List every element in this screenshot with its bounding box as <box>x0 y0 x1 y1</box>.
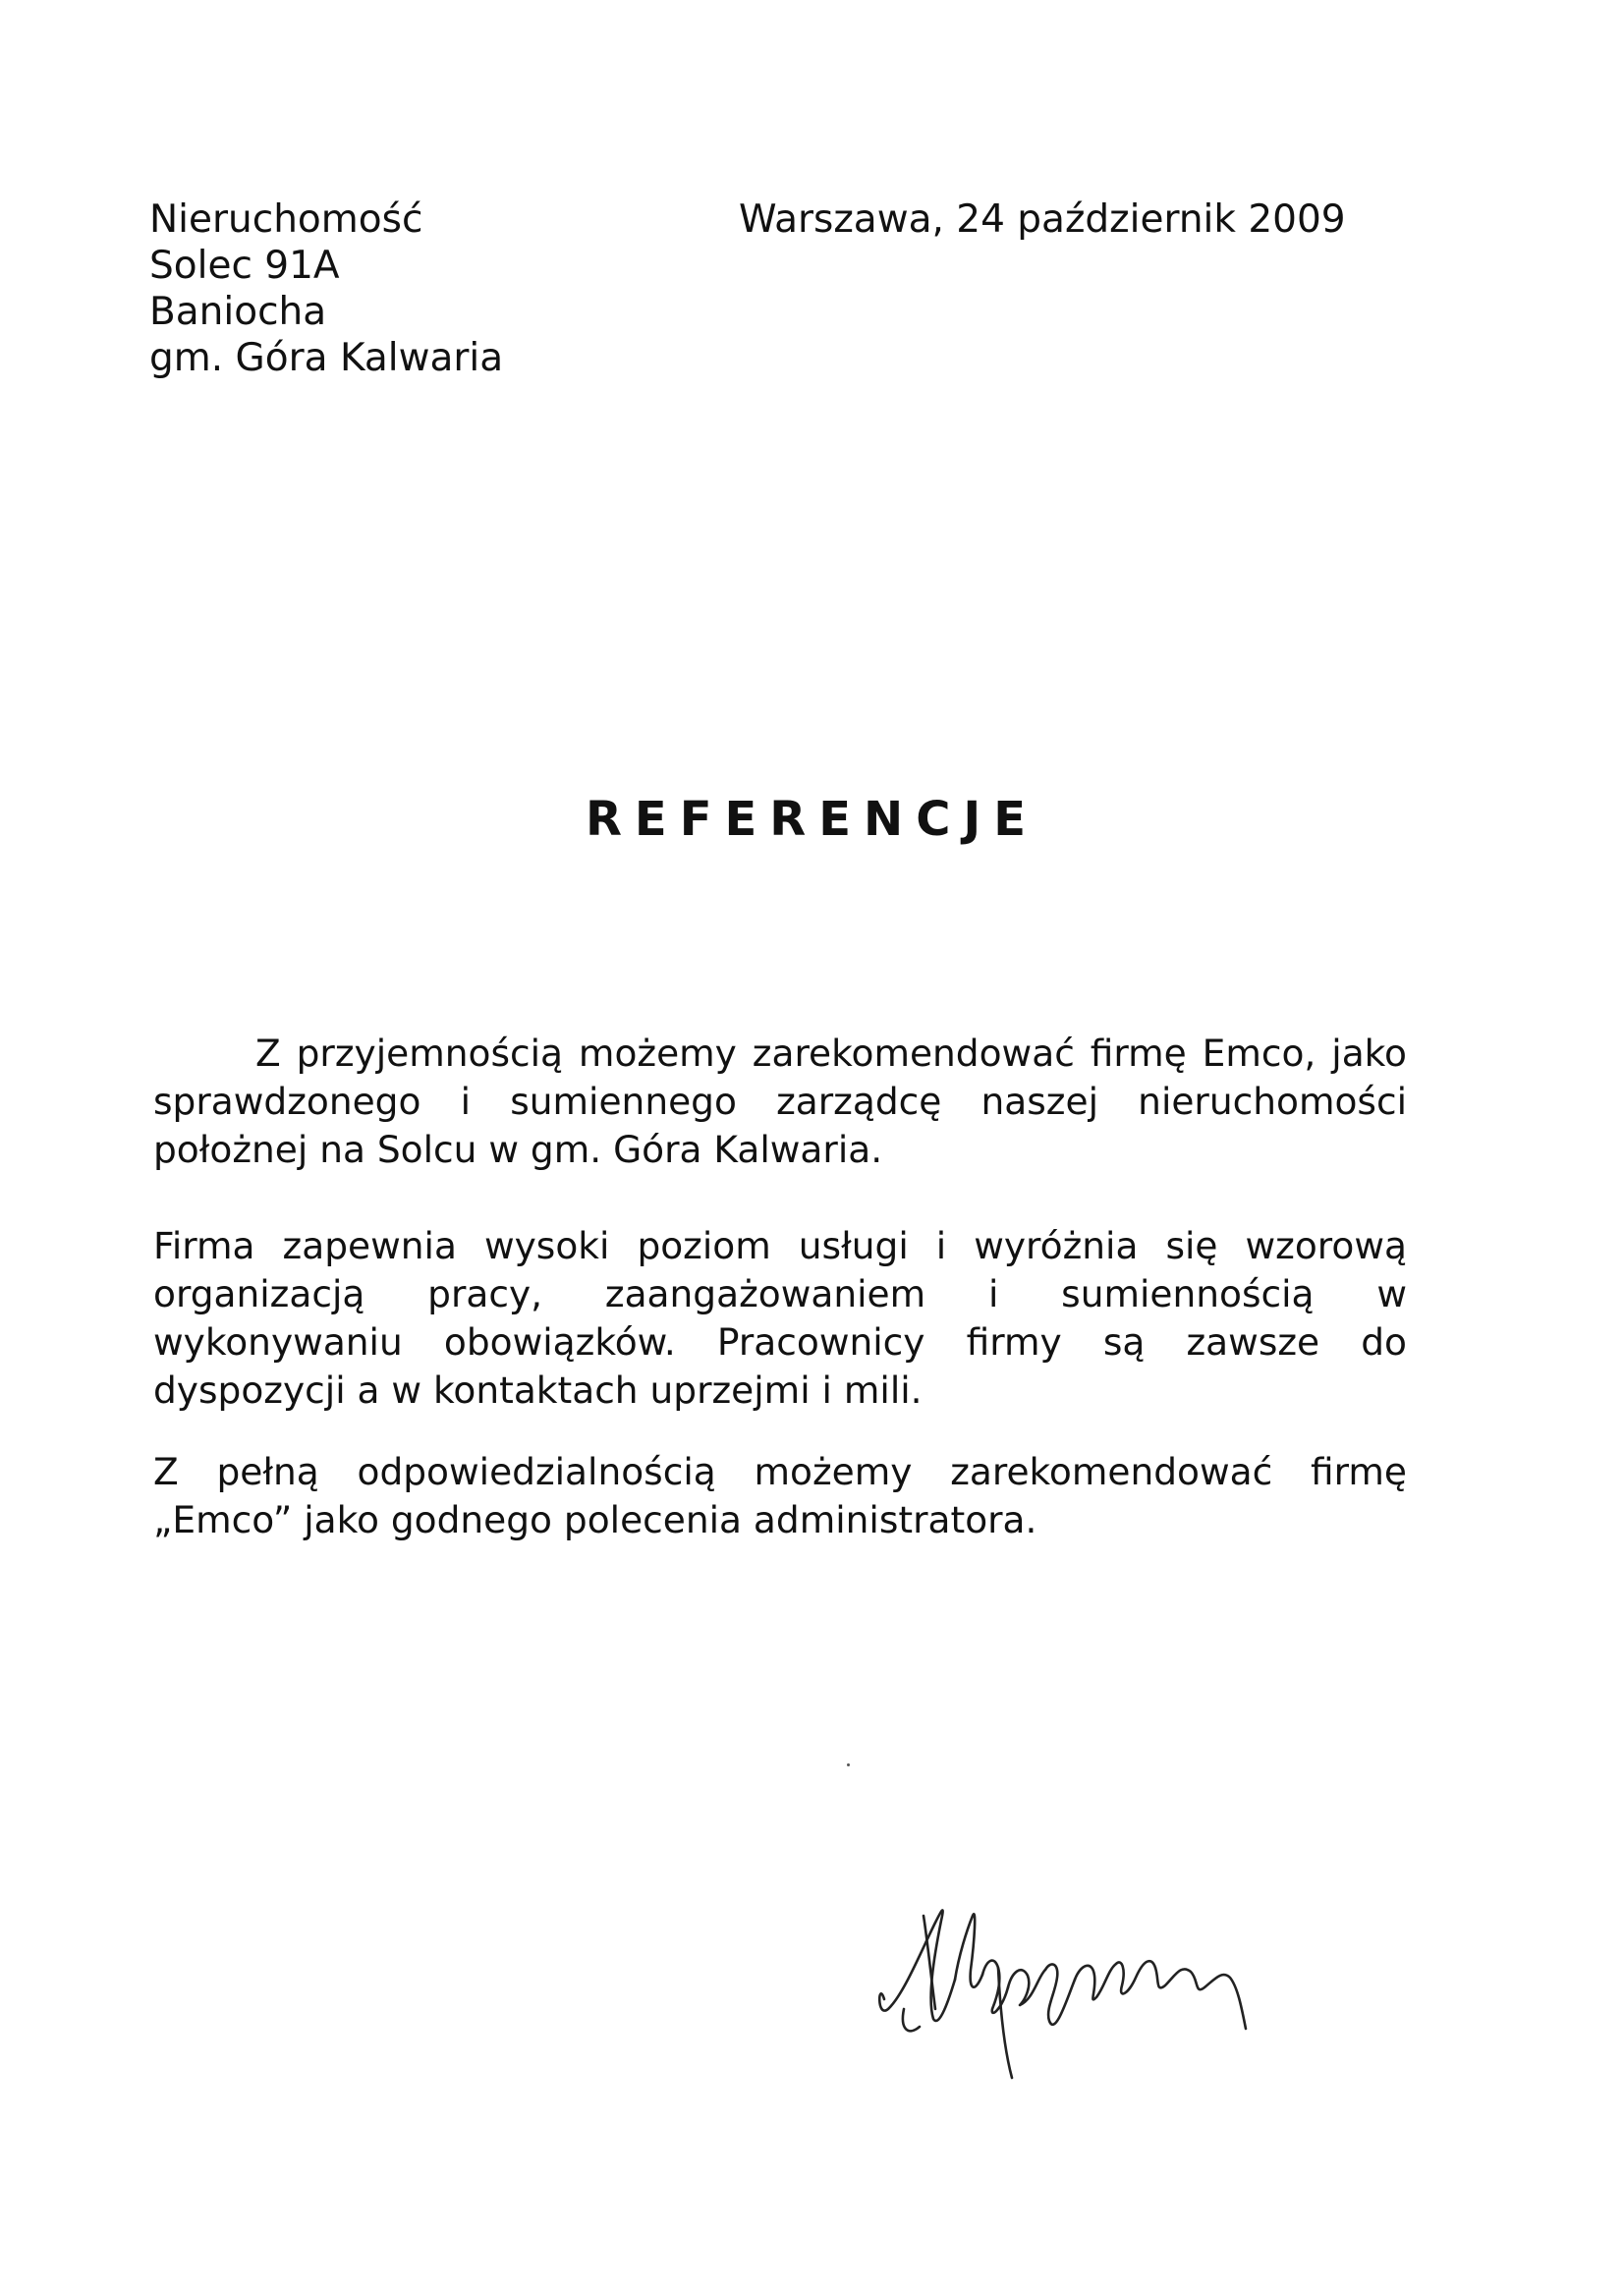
body-paragraph-3 <box>153 1448 1407 1544</box>
place-and-date: Warszawa, 24 październik 2009 <box>739 197 1346 242</box>
address-line-municipality: gm. Góra Kalwaria <box>149 336 504 380</box>
address-line-property: Nieruchomość <box>149 197 423 242</box>
recipient-address <box>149 196 503 381</box>
address-line-street: Solec 91A <box>149 244 340 288</box>
body-paragraph-1 <box>153 1030 1407 1174</box>
handwritten-signature <box>865 1862 1297 2097</box>
document-title: REFERENCJE <box>585 792 1039 847</box>
scan-speck <box>847 1763 850 1766</box>
address-line-town: Baniocha <box>149 290 327 334</box>
paragraph-text: Firma zapewnia wysoki poziom usługi i wyróżnia się wzorową organizacją pracy, zaangażowaniem i sumiennością w wykonywaniu obowiązków. Pracownicy firmy są zawsze do dyspozycji a w kontaktach uprzejmi i mili. <box>153 1224 1407 1412</box>
paragraph-text: Z przyjemnością możemy zarekomendować firmę Emco, jako sprawdzonego i sumiennego zarządcę naszej nieruchomości położnej na Solcu w gm. Góra Kalwaria. <box>153 1032 1407 1171</box>
body-paragraph-2 <box>153 1222 1407 1415</box>
paragraph-text: Z pełną odpowiedzialnością możemy zarekomendować firmę „Emco” jako godnego polecenia administratora. <box>153 1450 1407 1541</box>
